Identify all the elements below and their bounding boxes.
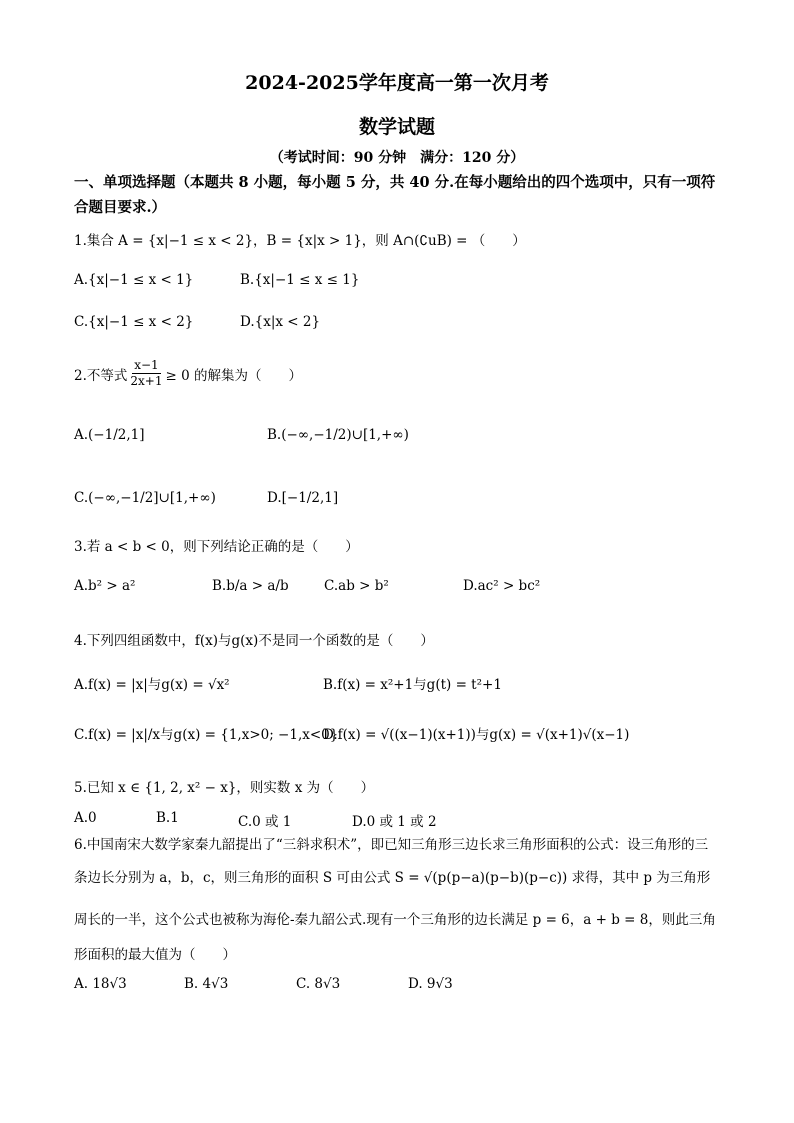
question-4-option-a: A.f(x) = |x|与g(x) = √x² [74,677,230,693]
question-2-stem [74,358,302,389]
question-6-line-1: 6.中国南宋大数学家秦九韶提出了“三斜求积术”，即已知三角形三边长求三角形面积的公式：设三角形的三 [74,837,709,853]
question-6-option-b: B. 4√3 [184,976,229,992]
question-3-option-d: D.ac² > bc² [463,578,541,594]
question-2-option-c: C.(−∞,−1/2]∪[1,+∞) [74,490,216,506]
question-6-option-a: A. 18√3 [74,976,127,992]
question-2-option-b: B.(−∞,−1/2)∪[1,+∞) [267,427,409,443]
question-4-stem: 4.下列四组函数中，f(x)与g(x)不是同一个函数的是（ ） [74,633,434,649]
question-1-option-a: A.{x|−1 ≤ x < 1} [74,272,194,288]
question-4-option-b: B.f(x) = x²+1与g(t) = t²+1 [323,677,502,693]
question-5-option-c: C.0 或 1 [238,814,292,830]
question-1-option-b: B.{x|−1 ≤ x ≤ 1} [240,272,360,288]
question-6-option-c: C. 8√3 [296,976,341,992]
question-2-numerator: x−1 [134,358,159,372]
question-2-fraction [128,358,164,389]
question-2-stem-pre: 2.不等式 [74,367,128,384]
question-6-line-4: 形面积的最大值为（ ） [74,947,236,963]
question-6-line-2: 条边长分别为 a，b，c，则三角形的面积 S 可由公式 S = √(p(p−a)(p−b)(p−c)) 求得，其中 p 为三角形 [74,870,711,886]
question-2-stem-post: ≥ 0 的解集为（ ） [165,367,302,384]
question-5-option-a: A.0 [74,810,97,826]
question-5-option-b: B.1 [156,810,179,826]
question-6-line-3: 周长的一半，这个公式也被称为海伦-秦九韶公式.现有一个三角形的边长满足 p = 6，a + b = 8，则此三角 [74,912,716,928]
question-3-option-a: A.b² > a² [74,578,136,594]
question-4-option-d: D.f(x) = √((x−1)(x+1))与g(x) = √(x+1)√(x−1) [323,727,630,743]
section-heading: 一、单项选择题（本题共 8 小题，每小题 5 分，共 40 分.在每小题给出的四个选项中，只有一项符合题目要求.） [74,174,716,216]
question-5-stem: 5.已知 x ∈ {1, 2, x² − x}，则实数 x 为（ ） [74,780,375,796]
question-4-option-c: C.f(x) = |x|/x与g(x) = {1,x>0; −1,x<0} [74,727,339,743]
question-3-option-b: B.b/a > a/b [212,578,289,594]
question-2-option-d: D.[−1/2,1] [267,490,339,506]
question-5-option-d: D.0 或 1 或 2 [352,814,437,830]
exam-title: 2024-2025学年度高一第一次月考 [245,72,549,94]
question-3-stem: 3.若 a < b < 0，则下列结论正确的是（ ） [74,539,359,555]
question-6-option-d: D. 9√3 [408,976,453,992]
question-3-option-c: C.ab > b² [324,578,389,594]
question-1-stem: 1.集合 A = {x|−1 ≤ x < 2}，B = {x|x > 1}，则 A∩(∁uB) = （ ） [74,233,526,249]
question-1-option-d: D.{x|x < 2} [240,314,321,330]
question-2-denominator: 2x+1 [130,374,163,388]
exam-info: （考试时间：90 分钟 满分：120 分） [269,150,525,166]
question-2-option-a: A.(−1/2,1] [74,427,145,443]
exam-subject: 数学试题 [358,116,435,138]
question-1-option-c: C.{x|−1 ≤ x < 2} [74,314,194,330]
